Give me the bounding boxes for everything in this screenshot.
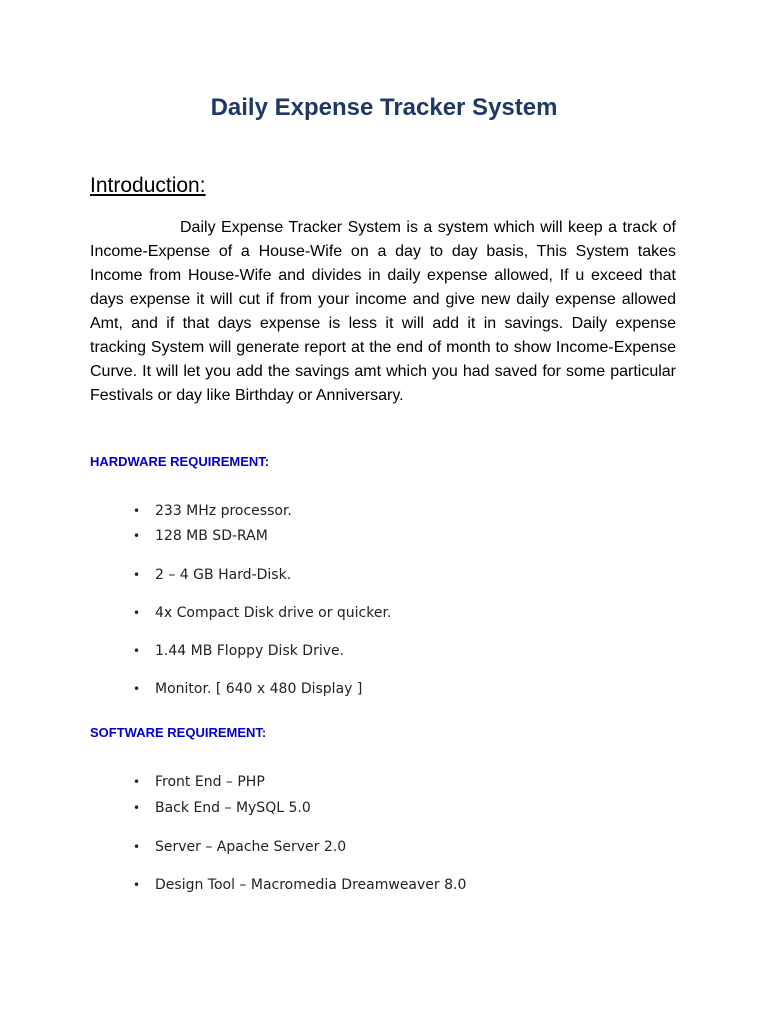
hardware-requirement-heading: HARDWARE REQUIREMENT: bbox=[90, 454, 270, 469]
list-item bbox=[133, 679, 362, 699]
list-item-text: Back End – MySQL 5.0 bbox=[155, 800, 311, 816]
list-item-text: 1.44 MB Floppy Disk Drive. bbox=[155, 643, 345, 659]
bullet-icon: • bbox=[133, 801, 141, 815]
bullet-icon: • bbox=[133, 606, 141, 620]
bullet-icon: • bbox=[133, 775, 141, 789]
list-item bbox=[133, 772, 265, 792]
list-item-text: 2 – 4 GB Hard-Disk. bbox=[155, 567, 292, 583]
bullet-icon: • bbox=[133, 682, 141, 696]
bullet-icon: • bbox=[133, 878, 141, 892]
list-item bbox=[133, 501, 292, 521]
list-item-text: 128 MB SD-RAM bbox=[155, 528, 268, 544]
introduction-paragraph: Daily Expense Tracker System is a system which will keep a track of Income-Expense of a House-Wife on a day to day basis, This System takes Income from House-Wife and divides in daily expense allowed, If u exceed that days expense it will cut if from your income and give new daily expense allowed Amt, and if that days expense is less it will add it in savings. Daily expense tracking System will generate report at the end of month to show Income-Expense Curve. It will let you add the savings amt which you had saved for some particular Festivals or day like Birthday or Anniversary. bbox=[90, 219, 676, 404]
introduction-heading: Introduction: bbox=[90, 174, 206, 197]
list-item-text: 4x Compact Disk drive or quicker. bbox=[155, 605, 392, 621]
list-item bbox=[133, 641, 344, 661]
list-item-text: Server – Apache Server 2.0 bbox=[155, 839, 347, 855]
software-requirement-heading: SOFTWARE REQUIREMENT: bbox=[90, 725, 267, 740]
list-item bbox=[133, 875, 466, 895]
list-item bbox=[133, 526, 268, 546]
bullet-icon: • bbox=[133, 644, 141, 658]
list-item bbox=[133, 837, 346, 857]
bullet-icon: • bbox=[133, 529, 141, 543]
list-item-text: Front End – PHP bbox=[155, 774, 265, 790]
list-item-text: 233 MHz processor. bbox=[155, 503, 292, 519]
document-title: Daily Expense Tracker System bbox=[210, 94, 558, 121]
list-item bbox=[133, 565, 291, 585]
list-item-text: Monitor. [ 640 x 480 Display ] bbox=[155, 681, 363, 697]
bullet-icon: • bbox=[133, 504, 141, 518]
bullet-icon: • bbox=[133, 840, 141, 854]
bullet-icon: • bbox=[133, 568, 141, 582]
list-item bbox=[133, 603, 391, 623]
list-item bbox=[133, 798, 311, 818]
list-item-text: Design Tool – Macromedia Dreamweaver 8.0 bbox=[155, 877, 467, 893]
